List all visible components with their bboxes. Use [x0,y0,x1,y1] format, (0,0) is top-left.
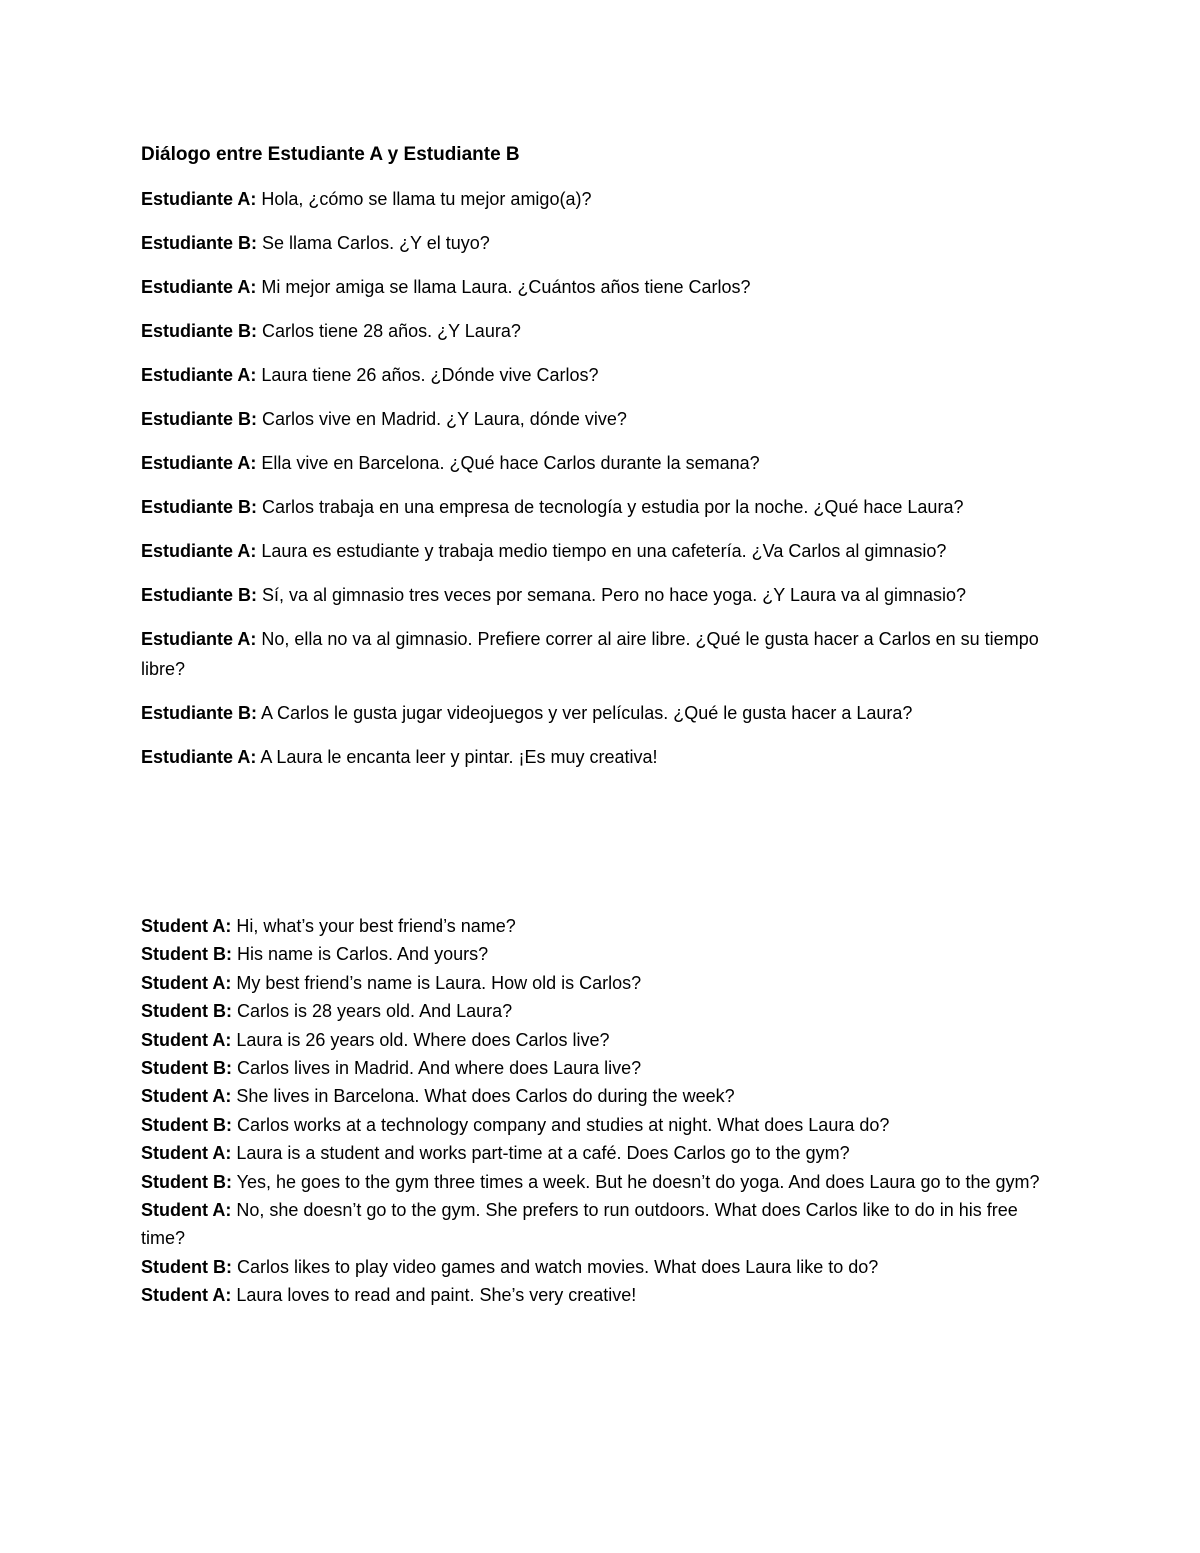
speaker-label: Estudiante A: [141,747,257,767]
dialogue-text: Ella vive en Barcelona. ¿Qué hace Carlos durante la semana? [256,453,760,473]
dialogue-text: Carlos trabaja en una empresa de tecnología y estudia por la noche. ¿Qué hace Laura? [257,497,964,517]
dialogue-line-en-12 [141,1253,1061,1281]
spanish-dialogue [141,184,1061,772]
dialogue-text: Sí, va al gimnasio tres veces por semana. Pero no hace yoga. ¿Y Laura va al gimnasio? [257,585,967,605]
speaker-label: Student A: [141,972,232,993]
speaker-label: Estudiante A: [141,453,257,473]
dialogue-line-es-4 [141,316,1061,346]
section-spacer [141,786,1061,912]
dialogue-text: No, she doesn’t go to the gym. She prefers to run outdoors. What does Carlos like to do in his free time? [141,1200,1018,1249]
dialogue-line-en-11 [141,1196,1061,1253]
speaker-label: Estudiante B: [141,409,258,429]
dialogue-text: Carlos vive en Madrid. ¿Y Laura, dónde vive? [257,409,627,429]
dialogue-text: Carlos is 28 years old. And Laura? [231,1001,513,1022]
dialogue-text: Yes, he goes to the gym three times a week. But he doesn’t do yoga. And does Laura go to the gym? [231,1171,1040,1192]
speaker-label: Student A: [141,1029,232,1050]
dialogue-line-es-6 [141,404,1061,434]
speaker-label: Estudiante A: [141,189,257,209]
dialogue-line-es-7 [141,448,1061,478]
dialogue-text: Laura loves to read and paint. She’s very creative! [231,1285,637,1306]
speaker-label: Estudiante B: [141,585,258,605]
dialogue-text: Laura es estudiante y trabaja medio tiempo en una cafetería. ¿Va Carlos al gimnasio? [256,541,947,561]
dialogue-line-en-10 [141,1168,1061,1196]
dialogue-text: Carlos likes to play video games and watch movies. What does Laura like to do? [231,1256,879,1277]
document-title: Diálogo entre Estudiante A y Estudiante B [141,144,520,165]
speaker-label: Estudiante A: [141,541,257,561]
dialogue-line-en-1 [141,912,1061,940]
speaker-label: Estudiante B: [141,703,258,723]
speaker-label: Student B: [141,1001,232,1022]
dialogue-line-es-13 [141,742,1061,772]
dialogue-text: Se llama Carlos. ¿Y el tuyo? [257,233,490,253]
dialogue-line-en-2 [141,940,1061,968]
speaker-label: Estudiante A: [141,277,257,297]
speaker-label: Estudiante B: [141,233,258,253]
dialogue-text: Carlos lives in Madrid. And where does Laura live? [231,1058,642,1079]
speaker-label: Estudiante A: [141,629,257,649]
dialogue-line-es-2 [141,228,1061,258]
speaker-label: Student B: [141,1256,232,1277]
dialogue-text: A Carlos le gusta jugar videojuegos y ver películas. ¿Qué le gusta hacer a Laura? [257,703,913,723]
dialogue-line-es-9 [141,536,1061,566]
speaker-label: Student A: [141,1200,232,1221]
dialogue-line-es-12 [141,698,1061,728]
dialogue-line-es-3 [141,272,1061,302]
speaker-label: Student A: [141,1086,232,1107]
dialogue-line-es-11 [141,624,1061,684]
speaker-label: Student A: [141,1143,232,1164]
speaker-label: Student B: [141,944,232,965]
english-dialogue [141,912,1061,1310]
dialogue-line-es-5 [141,360,1061,390]
dialogue-line-en-6 [141,1054,1061,1082]
dialogue-text: Mi mejor amiga se llama Laura. ¿Cuántos años tiene Carlos? [256,277,751,297]
dialogue-line-en-8 [141,1111,1061,1139]
dialogue-line-en-3 [141,969,1061,997]
dialogue-line-en-9 [141,1139,1061,1167]
dialogue-line-es-8 [141,492,1061,522]
dialogue-line-en-7 [141,1082,1061,1110]
dialogue-text: She lives in Barcelona. What does Carlos do during the week? [231,1086,735,1107]
dialogue-line-es-10 [141,580,1061,610]
document-body [141,140,1061,1310]
speaker-label: Estudiante B: [141,321,258,341]
dialogue-text: Carlos tiene 28 años. ¿Y Laura? [257,321,521,341]
dialogue-text: Hi, what’s your best friend’s name? [231,916,516,936]
dialogue-text: Laura is a student and works part-time at a café. Does Carlos go to the gym? [231,1143,850,1164]
speaker-label: Estudiante B: [141,497,258,517]
speaker-label: Student A: [141,916,232,936]
dialogue-line-en-5 [141,1026,1061,1054]
speaker-label: Student B: [141,1171,232,1192]
speaker-label: Student B: [141,1058,232,1079]
dialogue-line-en-13 [141,1281,1061,1309]
speaker-label: Estudiante A: [141,365,257,385]
dialogue-text: A Laura le encanta leer y pintar. ¡Es muy creativa! [256,747,658,767]
speaker-label: Student A: [141,1285,232,1306]
dialogue-text: Hola, ¿cómo se llama tu mejor amigo(a)? [256,189,592,209]
dialogue-text: My best friend’s name is Laura. How old is Carlos? [231,972,642,993]
dialogue-text: Carlos works at a technology company and studies at night. What does Laura do? [231,1114,890,1135]
dialogue-line-es-1 [141,184,1061,214]
dialogue-text: Laura is 26 years old. Where does Carlos live? [231,1029,610,1050]
dialogue-text: Laura tiene 26 años. ¿Dónde vive Carlos? [256,365,599,385]
speaker-label: Student B: [141,1114,232,1135]
dialogue-text: No, ella no va al gimnasio. Prefiere correr al aire libre. ¿Qué le gusta hacer a Carlos en su tiempo libre? [141,629,1039,679]
dialogue-text: His name is Carlos. And yours? [231,944,489,965]
dialogue-line-en-4 [141,997,1061,1025]
